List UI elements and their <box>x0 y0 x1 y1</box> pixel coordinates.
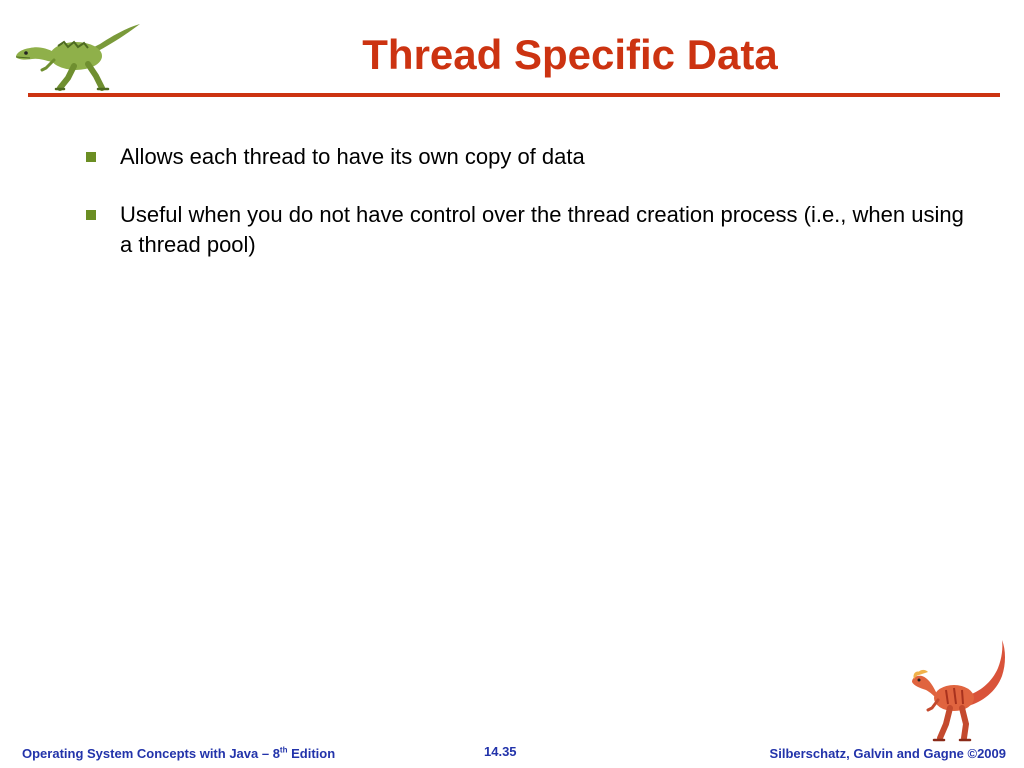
bullet-text: Useful when you do not have control over the thread creation process (i.e., when using a thread pool) <box>120 202 964 257</box>
title-underline <box>28 93 1000 97</box>
square-bullet-icon <box>86 210 96 220</box>
green-dinosaur-icon <box>8 18 142 92</box>
square-bullet-icon <box>86 152 96 162</box>
page-number: 14.35 <box>484 744 517 759</box>
list-item <box>86 200 966 260</box>
bullet-list <box>86 142 966 288</box>
footer-copyright: Silberschatz, Galvin and Gagne ©2009 <box>769 746 1006 761</box>
footer-book-title: Operating System Concepts with Java – 8th Edition <box>22 745 336 761</box>
slide-title: Thread Specific Data <box>362 31 778 78</box>
list-item <box>86 142 966 172</box>
red-dinosaur-icon <box>906 638 1008 744</box>
bullet-text: Allows each thread to have its own copy of data <box>120 144 585 169</box>
